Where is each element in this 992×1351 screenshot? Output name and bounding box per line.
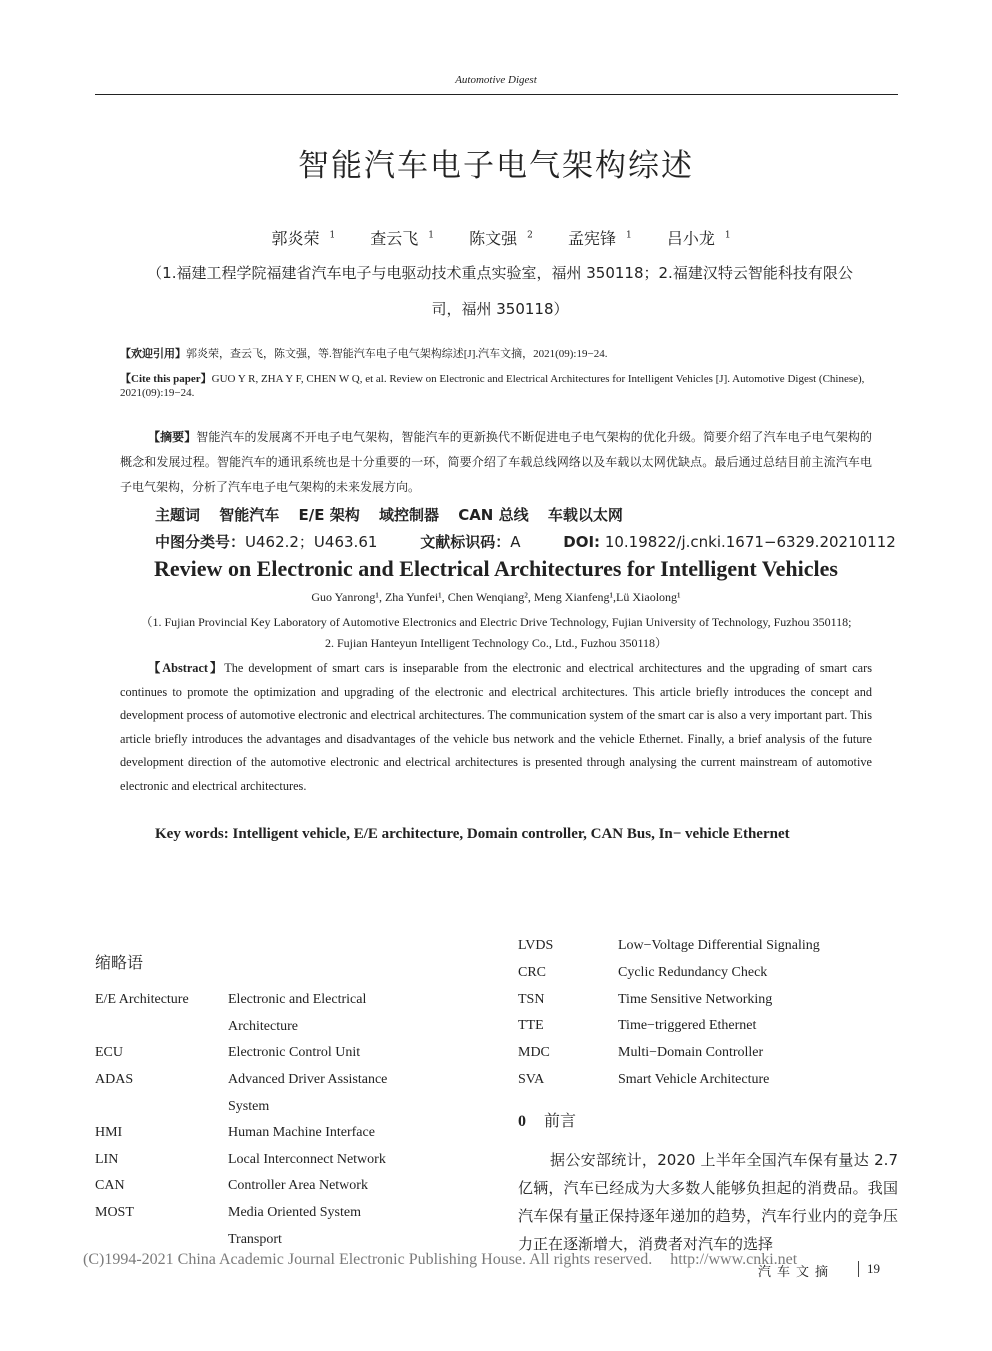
doc-code-label: 文献标识码： <box>420 533 511 551</box>
abbr-term: MDC <box>518 1045 550 1060</box>
abbr-def: Cyclic Redundancy Check <box>618 965 768 980</box>
keyword: CAN 总线 <box>458 506 529 524</box>
abstract-cn-label: 【摘要】 <box>148 430 197 444</box>
cite-cn-text: 郭炎荣，查云飞，陈文强，等.智能汽车电子电气架构综述[J].汽车文摘，2021(09):19−24. <box>186 348 608 360</box>
abbr-term: LVDS <box>518 938 554 953</box>
author: 陈文强 $^2$ <box>469 229 533 248</box>
keyword: 车载以太网 <box>547 506 623 524</box>
abstract-cn <box>120 425 872 500</box>
abbr-def: Advanced Driver Assistance System <box>228 1072 388 1114</box>
header-rule <box>95 94 898 95</box>
footer-url: http://www.cnki.net <box>670 1251 798 1268</box>
abbr-def: Local Interconnect Network <box>228 1152 386 1167</box>
cite-en-label: 【Cite this paper】 <box>120 373 212 385</box>
abstract-cn-text: 智能汽车的发展离不开电子电气架构，智能汽车的更新换代不断促进电子电气架构的优化升级。简要介绍了汽车电子电气架构的概念和发展过程。智能汽车的通讯系统也是十分重要的一环，简要介绍了车载总线网络以及车载以太网优缺点。最后通过总结目前主流汽车电子电气架构，分析了汽车电子电气架构的未来发展方向。 <box>120 430 872 494</box>
abstract-en <box>120 657 872 799</box>
abbr-term: ECU <box>95 1045 123 1060</box>
abbr-term: CAN <box>95 1178 125 1193</box>
doi-label: DOI: <box>563 533 601 551</box>
classification-line <box>155 531 896 552</box>
running-header: Automotive Digest <box>455 74 537 86</box>
abbr-term: SVA <box>518 1072 545 1087</box>
author: 郭炎荣 $^1$ <box>271 229 336 248</box>
keywords-cn-label: 主题词 <box>155 506 201 524</box>
keywords-en: Key words: Intelligent vehicle, E/E architecture, Domain controller, CAN Bus, In− vehicle Ethernet <box>155 826 790 842</box>
abbr-term: LIN <box>95 1152 119 1167</box>
abbr-def: Multi−Domain Controller <box>618 1045 764 1060</box>
cite-en <box>120 372 872 400</box>
authors-cn <box>0 226 992 249</box>
abbr-def: Human Machine Interface <box>228 1125 375 1140</box>
title-en: Review on Electronic and Electrical Architectures for Intelligent Vehicles <box>154 556 838 581</box>
abbr-term: ADAS <box>95 1072 134 1087</box>
abbr-def: Smart Vehicle Architecture <box>618 1072 770 1087</box>
abbr-def: Time Sensitive Networking <box>618 992 773 1007</box>
abbr-def: Electronic and Electrical Architecture <box>228 992 367 1034</box>
abbr-term: TTE <box>518 1018 544 1033</box>
abbr-def: Time−triggered Ethernet <box>618 1018 757 1033</box>
abstract-en-label: 【Abstract】 <box>148 661 225 675</box>
affiliation-cn-line1: （1.福建工程学院福建省汽车电子与电驱动技术重点实验室，福州 350118；2.福建汉特云智能科技有限公 <box>147 264 853 282</box>
author: 查云飞 $^1$ <box>370 229 435 248</box>
doc-code-value: A <box>510 533 521 551</box>
section-number: 0 <box>518 1113 526 1130</box>
doi-value: 10.19822/j.cnki.1671−6329.20210112 <box>604 533 896 551</box>
keyword: E/E 架构 <box>298 506 360 524</box>
authors-en: Guo Yanrong¹, Zha Yunfei¹, Chen Wenqiang², Meng Xianfeng¹,Lü Xiaolong¹ <box>311 590 681 604</box>
journal-name: 汽车文摘 <box>758 1265 835 1280</box>
page-number: 19 <box>858 1261 880 1277</box>
title-cn: 智能汽车电子电气架构综述 <box>298 148 694 184</box>
keywords-cn <box>155 504 637 525</box>
abbr-term: MOST <box>95 1205 134 1220</box>
keyword: 域控制器 <box>378 506 439 524</box>
abbr-term: HMI <box>95 1125 123 1140</box>
abbr-heading: 缩略语 <box>95 953 144 972</box>
clc-label: 中图分类号： <box>155 533 246 551</box>
abbr-term: CRC <box>518 965 547 980</box>
affiliation-cn-line2: 司，福州 350118） <box>431 300 569 318</box>
clc-value: U462.2；U463.61 <box>245 533 378 551</box>
abbr-def: Electronic Control Unit <box>228 1045 361 1060</box>
cite-cn <box>120 347 872 361</box>
keyword: 智能汽车 <box>219 506 280 524</box>
abbr-def: Controller Area Network <box>228 1178 368 1193</box>
affiliation-en: （1. Fujian Provincial Key Laboratory of Automotive Electronics and Electric Drive Technology, Fujian University of Technology, Fuzhou 350118; 2. Fujian Hanteyun Intelligent Technology Co., Ltd., Fuzhou 350118） <box>140 615 852 650</box>
cite-en-text: GUO Y R, ZHA Y F, CHEN W Q, et al. Review on Electronic and Electrical Architectures for Intelligent Vehicles [J]. Automotive Digest (Chinese), 2021(09):19−24. <box>120 373 865 399</box>
body-paragraph: 据公安部统计，2020 上半年全国汽车保有量达 2.7 亿辆，汽车已经成为大多数人能够负担起的消费品。我国汽车保有量正保持逐年递加的趋势，汽车行业内的竞争压力正在逐渐增大，消费者对汽车的选择 <box>518 1151 898 1253</box>
cite-cn-label: 【欢迎引用】 <box>120 348 186 360</box>
author: 孟宪锋 $^1$ <box>567 229 632 248</box>
section-title: 前言 <box>544 1111 577 1130</box>
abstract-en-text: The development of smart cars is inseparable from the electronic and electrical architectures and the upgrading of smart cars continues to promote the optimization and upgrading of the electronic and electrical architectures. This article briefly introduces the concept and development process of automotive electronic and electrical architectures. The communication system of the smart car is also a very important part. This article briefly introduces the advantages and disadvantages of the vehicle bus network and the vehicle Ethernet. Finally, a brief analysis of the future development direction of the automotive electronic and electrical architectures is presented through analysing the current mainstream of automotive electronic and electrical architectures. <box>120 661 872 793</box>
abbr-def: Media Oriented System Transport <box>228 1205 361 1247</box>
author: 吕小龙 $^1$ <box>666 229 731 248</box>
abbr-term: E/E Architecture <box>95 992 189 1007</box>
abbr-def: Low−Voltage Differential Signaling <box>618 938 820 953</box>
footer-copyright: (C)1994-2021 China Academic Journal Electronic Publishing House. All rights reserved. http://www.cnki.net <box>83 1251 798 1268</box>
abbr-term: TSN <box>518 992 545 1007</box>
section-heading <box>518 1108 576 1131</box>
